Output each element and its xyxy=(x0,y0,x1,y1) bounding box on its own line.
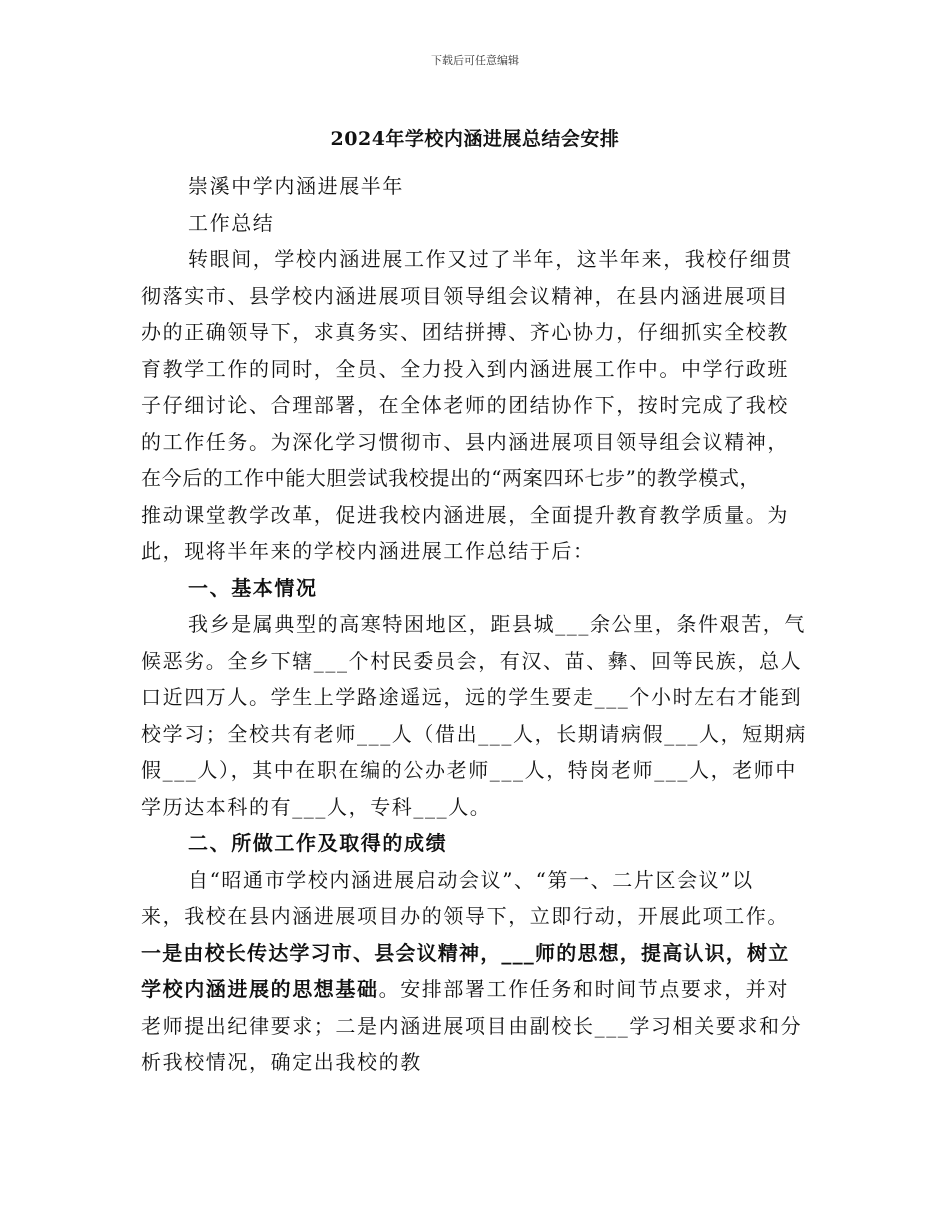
paragraph-line: 校学习；全校共有老师___人（借出___人，长期请病假___人，短期病 xyxy=(141,721,807,746)
document-body xyxy=(141,168,826,1081)
subtitle-line: 崇溪中学内涵进展半年 xyxy=(188,174,404,198)
paragraph-line: 彻落实市、县学校内涵进展项目领导组会议精神，在县内涵进展项目 xyxy=(141,283,789,308)
paragraph-line: 候恶劣。全乡下辖___个村民委员会，有汉、苗、彝、回等民族，总人 xyxy=(141,648,803,673)
paragraph-line: 假___人），其中在职在编的公办老师___人，特岗老师___人，老师中 xyxy=(141,758,797,782)
paragraph-line-bold: 一是由校长传达学习市、县会议精神，___师的思想，提高认识，树立 xyxy=(141,940,790,965)
header-note: 下载后可任意编辑 xyxy=(431,54,519,67)
paragraph-line: 我乡是属典型的高寒特困地区，距县城___余公里，条件艰苦，气 xyxy=(188,612,806,636)
paragraph-line: 子仔细讨论、合理部署，在全体老师的团结协作下，按时完成了我校 xyxy=(141,393,789,417)
paragraph-line: 在今后的工作中能大胆尝试我校提出的“两案四环七步”的教学模式， xyxy=(141,466,761,490)
paragraph-line: 析我校情况，确定出我校的教 xyxy=(141,1050,422,1074)
paragraph-line-mixed xyxy=(141,971,826,1008)
paragraph-line: 来，我校在县内涵进展项目办的领导下，立即行动，开展此项工作。 xyxy=(141,904,789,928)
paragraph-line: 自“昭通市学校内涵进展启动会议”、“第一、二片区会议”以 xyxy=(188,867,754,892)
paragraph-line: 育教学工作的同时，全员、全力投入到内涵进展工作中。中学行政班 xyxy=(141,356,789,381)
paragraph-line: 此，现将半年来的学校内涵进展工作总结于后： xyxy=(141,539,595,563)
normal-phrase: 。安排部署工作任务和时间节点要求，并对 xyxy=(378,977,790,1001)
paragraph-line: 口近四万人。学生上学路途遥远，远的学生要走___个小时左右才能到 xyxy=(141,685,803,709)
paragraph-line: 的工作任务。为深化学习惯彻市、县内涵进展项目领导组会议精神， xyxy=(141,429,789,454)
section-heading: 一、基本情况 xyxy=(188,575,318,600)
paragraph-line: 老师提出纪律要求；二是内涵进展项目由副校长___学习相关要求和分 xyxy=(141,1013,803,1038)
paragraph-line: 转眼间，学校内涵进展工作又过了半年，这半年来，我校仔细贯 xyxy=(188,247,793,271)
section-heading: 二、所做工作及取得的成绩 xyxy=(188,831,448,855)
paragraph-line: 办的正确领导下，求真务实、团结拼搏、齐心协力，仔细抓实全校教 xyxy=(141,320,789,344)
subtitle-line: 工作总结 xyxy=(188,210,275,235)
bold-phrase: 学校内涵进展的思想基础 xyxy=(141,977,379,1001)
document-title: 2024年学校内涵进展总结会安排 xyxy=(330,128,620,150)
paragraph-line: 推动课堂教学改革，促进我校内涵进展，全面提升教育教学质量。为 xyxy=(141,502,789,527)
paragraph-line: 学历达本科的有___人，专科___人。 xyxy=(141,794,492,819)
